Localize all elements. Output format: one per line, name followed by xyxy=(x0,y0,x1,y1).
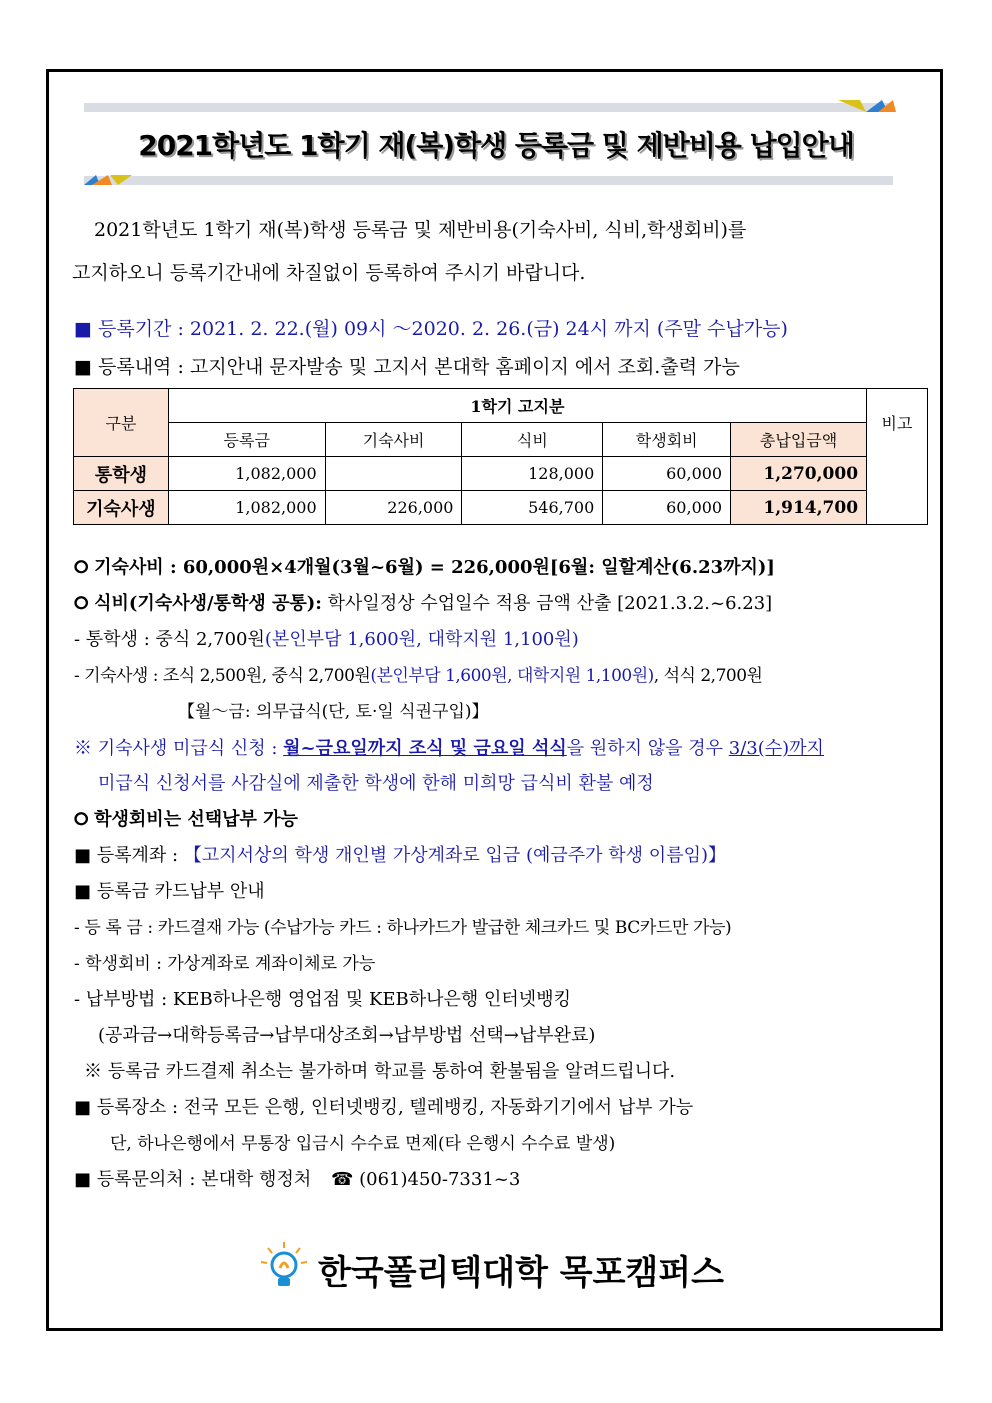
banner-deco-top xyxy=(838,98,898,116)
commuter-prefix: - 통학생 : 중식 2,700원 xyxy=(74,629,265,650)
col-header-tuition: 등록금 xyxy=(168,423,325,457)
cell-council: 60,000 xyxy=(603,491,731,525)
dorm-fee-text: 기숙사비 : 60,000원×4개월(3월~6월) = 226,000원[6월: 일할계산(6.23까지)] xyxy=(94,557,775,578)
note-meal-optout-2: 미급식 신청서를 사감실에 제출한 학생에 한해 미희망 급식비 환불 예정 xyxy=(98,773,654,794)
dorm-meal-prefix: - 기숙사생 : 조식 2,500원, 중식 2,700원 xyxy=(74,666,371,686)
note-place: ■ 등록장소 : 전국 모든 은행, 인터넷뱅킹, 텔레뱅킹, 자동화기기에서 납부 가능 xyxy=(74,1097,694,1118)
note-contact xyxy=(74,1165,520,1191)
note-card-council: - 학생회비 : 가상계좌로 계좌이체로 가능 xyxy=(74,954,376,974)
cell-tuition: 1,082,000 xyxy=(168,491,325,525)
meal-rest: 학사일정상 수업일수 적용 금액 산출 [2021.3.2.~6.23] xyxy=(321,593,773,614)
note-card-title: ■ 등록금 카드납부 안내 xyxy=(74,881,265,902)
note-card-tuition: - 등 록 금 : 카드결재 가능 (수납가능 카드 : 하나카드가 발급한 체크카드 및 BC카드만 가능) xyxy=(74,918,732,938)
banner-bottom-bar xyxy=(84,176,893,185)
period-label: ■ 등록기간 : xyxy=(74,318,184,340)
note-pay-path: (공과금→대학등록금→납부대상조회→납부방법 선택→납부완료) xyxy=(98,1025,596,1046)
council-text: 학생회비는 선택납부 가능 xyxy=(94,809,298,830)
table-header-remarks: 비고 xyxy=(867,389,928,525)
intro-line-2: 고지하오니 등록기간내에 차질없이 등록하여 주시기 바랍니다. xyxy=(72,262,586,284)
note-commuter-meal xyxy=(74,625,579,651)
commuter-support: (본인부담 1,600원, 대학지원 1,100원) xyxy=(264,629,579,650)
optout-d: 3/3(수)까지 xyxy=(728,738,824,759)
note-dorm-meal xyxy=(74,661,762,686)
note-card-cancel: ※ 등록금 카드결제 취소는 불가하며 학교를 통하여 환불됨을 알려드립니다. xyxy=(84,1061,676,1082)
cell-dorm xyxy=(325,457,462,491)
cell-council: 60,000 xyxy=(603,457,731,491)
circle-bullet-icon: ⭘ xyxy=(74,557,89,578)
cell-total: 1,914,700 xyxy=(731,491,867,525)
note-dorm-meal-rule: 【월～금: 의무급식(단, 토·일 식권구입)】 xyxy=(178,702,489,722)
cell-tuition: 1,082,000 xyxy=(168,457,325,491)
banner-deco-bottom xyxy=(84,171,144,189)
note-council xyxy=(74,805,298,831)
col-header-council: 학생회비 xyxy=(603,423,731,457)
note-account xyxy=(74,841,726,867)
registration-details: ■ 등록내역 : 고지안내 문자발송 및 고지서 본대학 홈페이지 에서 조회.출력 가능 xyxy=(74,356,740,378)
page-title: 2021학년도 1학기 재(복)학생 등록금 및 제반비용 납입안내 xyxy=(138,129,854,162)
fee-table xyxy=(73,388,928,525)
optout-a: ※ 기숙사생 미급식 신청 : xyxy=(74,738,284,759)
col-header-meal: 식비 xyxy=(462,423,603,457)
note-meal xyxy=(74,589,772,615)
col-header-total: 총납입금액 xyxy=(731,423,867,457)
period-value: 2021. 2. 22.(월) 09시 ～2020. 2. 26.(금) 24시 까지 (주말 수납가능) xyxy=(189,318,788,340)
circle-bullet-icon: ⭘ xyxy=(74,593,89,614)
phone-icon: ☎ xyxy=(330,1169,354,1190)
optout-b: 월~금요일까지 조식 및 금요일 석식 xyxy=(283,738,567,759)
college-logo-icon xyxy=(256,1238,312,1294)
note-pay-method: - 납부방법 : KEB하나은행 영업점 및 KEB하나은행 인터넷뱅킹 xyxy=(74,989,571,1010)
intro-line-1: 2021학년도 1학기 재(복)학생 등록금 및 제반비용(기숙사비, 식비,학생회비)를 xyxy=(94,219,747,241)
registration-period xyxy=(74,314,788,341)
table-row xyxy=(74,457,928,491)
footer-college-name: 한국폴리텍대학 목포캠퍼스 xyxy=(318,1253,724,1293)
cell-meal: 128,000 xyxy=(462,457,603,491)
optout-c: 을 원하지 않을 경우 xyxy=(566,738,729,759)
table-header-semester: 1학기 고지분 xyxy=(168,389,866,423)
cell-dorm: 226,000 xyxy=(325,491,462,525)
row-label-commuter: 통학생 xyxy=(74,457,169,491)
banner-top-bar xyxy=(84,103,893,112)
account-text: 【고지서상의 학생 개인별 가상계좌로 입금 (예금주가 학생 이름임)】 xyxy=(183,845,726,866)
cell-meal: 546,700 xyxy=(462,491,603,525)
account-prefix: ■ 등록계좌 : xyxy=(74,845,184,866)
contact-phone: (061)450-7331~3 xyxy=(359,1169,521,1190)
circle-bullet-icon: ⭘ xyxy=(74,809,89,830)
row-label-dorm: 기숙사생 xyxy=(74,491,169,525)
note-dorm-fee xyxy=(74,553,775,579)
meal-prefix: 식비(기숙사생/통학생 공통): xyxy=(94,593,322,614)
table-header-category: 구분 xyxy=(74,389,169,457)
col-header-dorm: 기숙사비 xyxy=(325,423,462,457)
cell-total: 1,270,000 xyxy=(731,457,867,491)
dorm-meal-support: (본인부담 1,600원, 대학지원 1,100원) xyxy=(370,666,654,686)
note-meal-optout xyxy=(74,734,824,760)
note-place-2: 단, 하나은행에서 무통장 입금시 수수료 면제(타 은행시 수수료 발생) xyxy=(110,1134,616,1154)
contact-prefix: ■ 등록문의처 : 본대학 행정처 xyxy=(74,1169,312,1190)
dorm-meal-suffix: , 석식 2,700원 xyxy=(653,666,763,686)
table-row xyxy=(74,491,928,525)
